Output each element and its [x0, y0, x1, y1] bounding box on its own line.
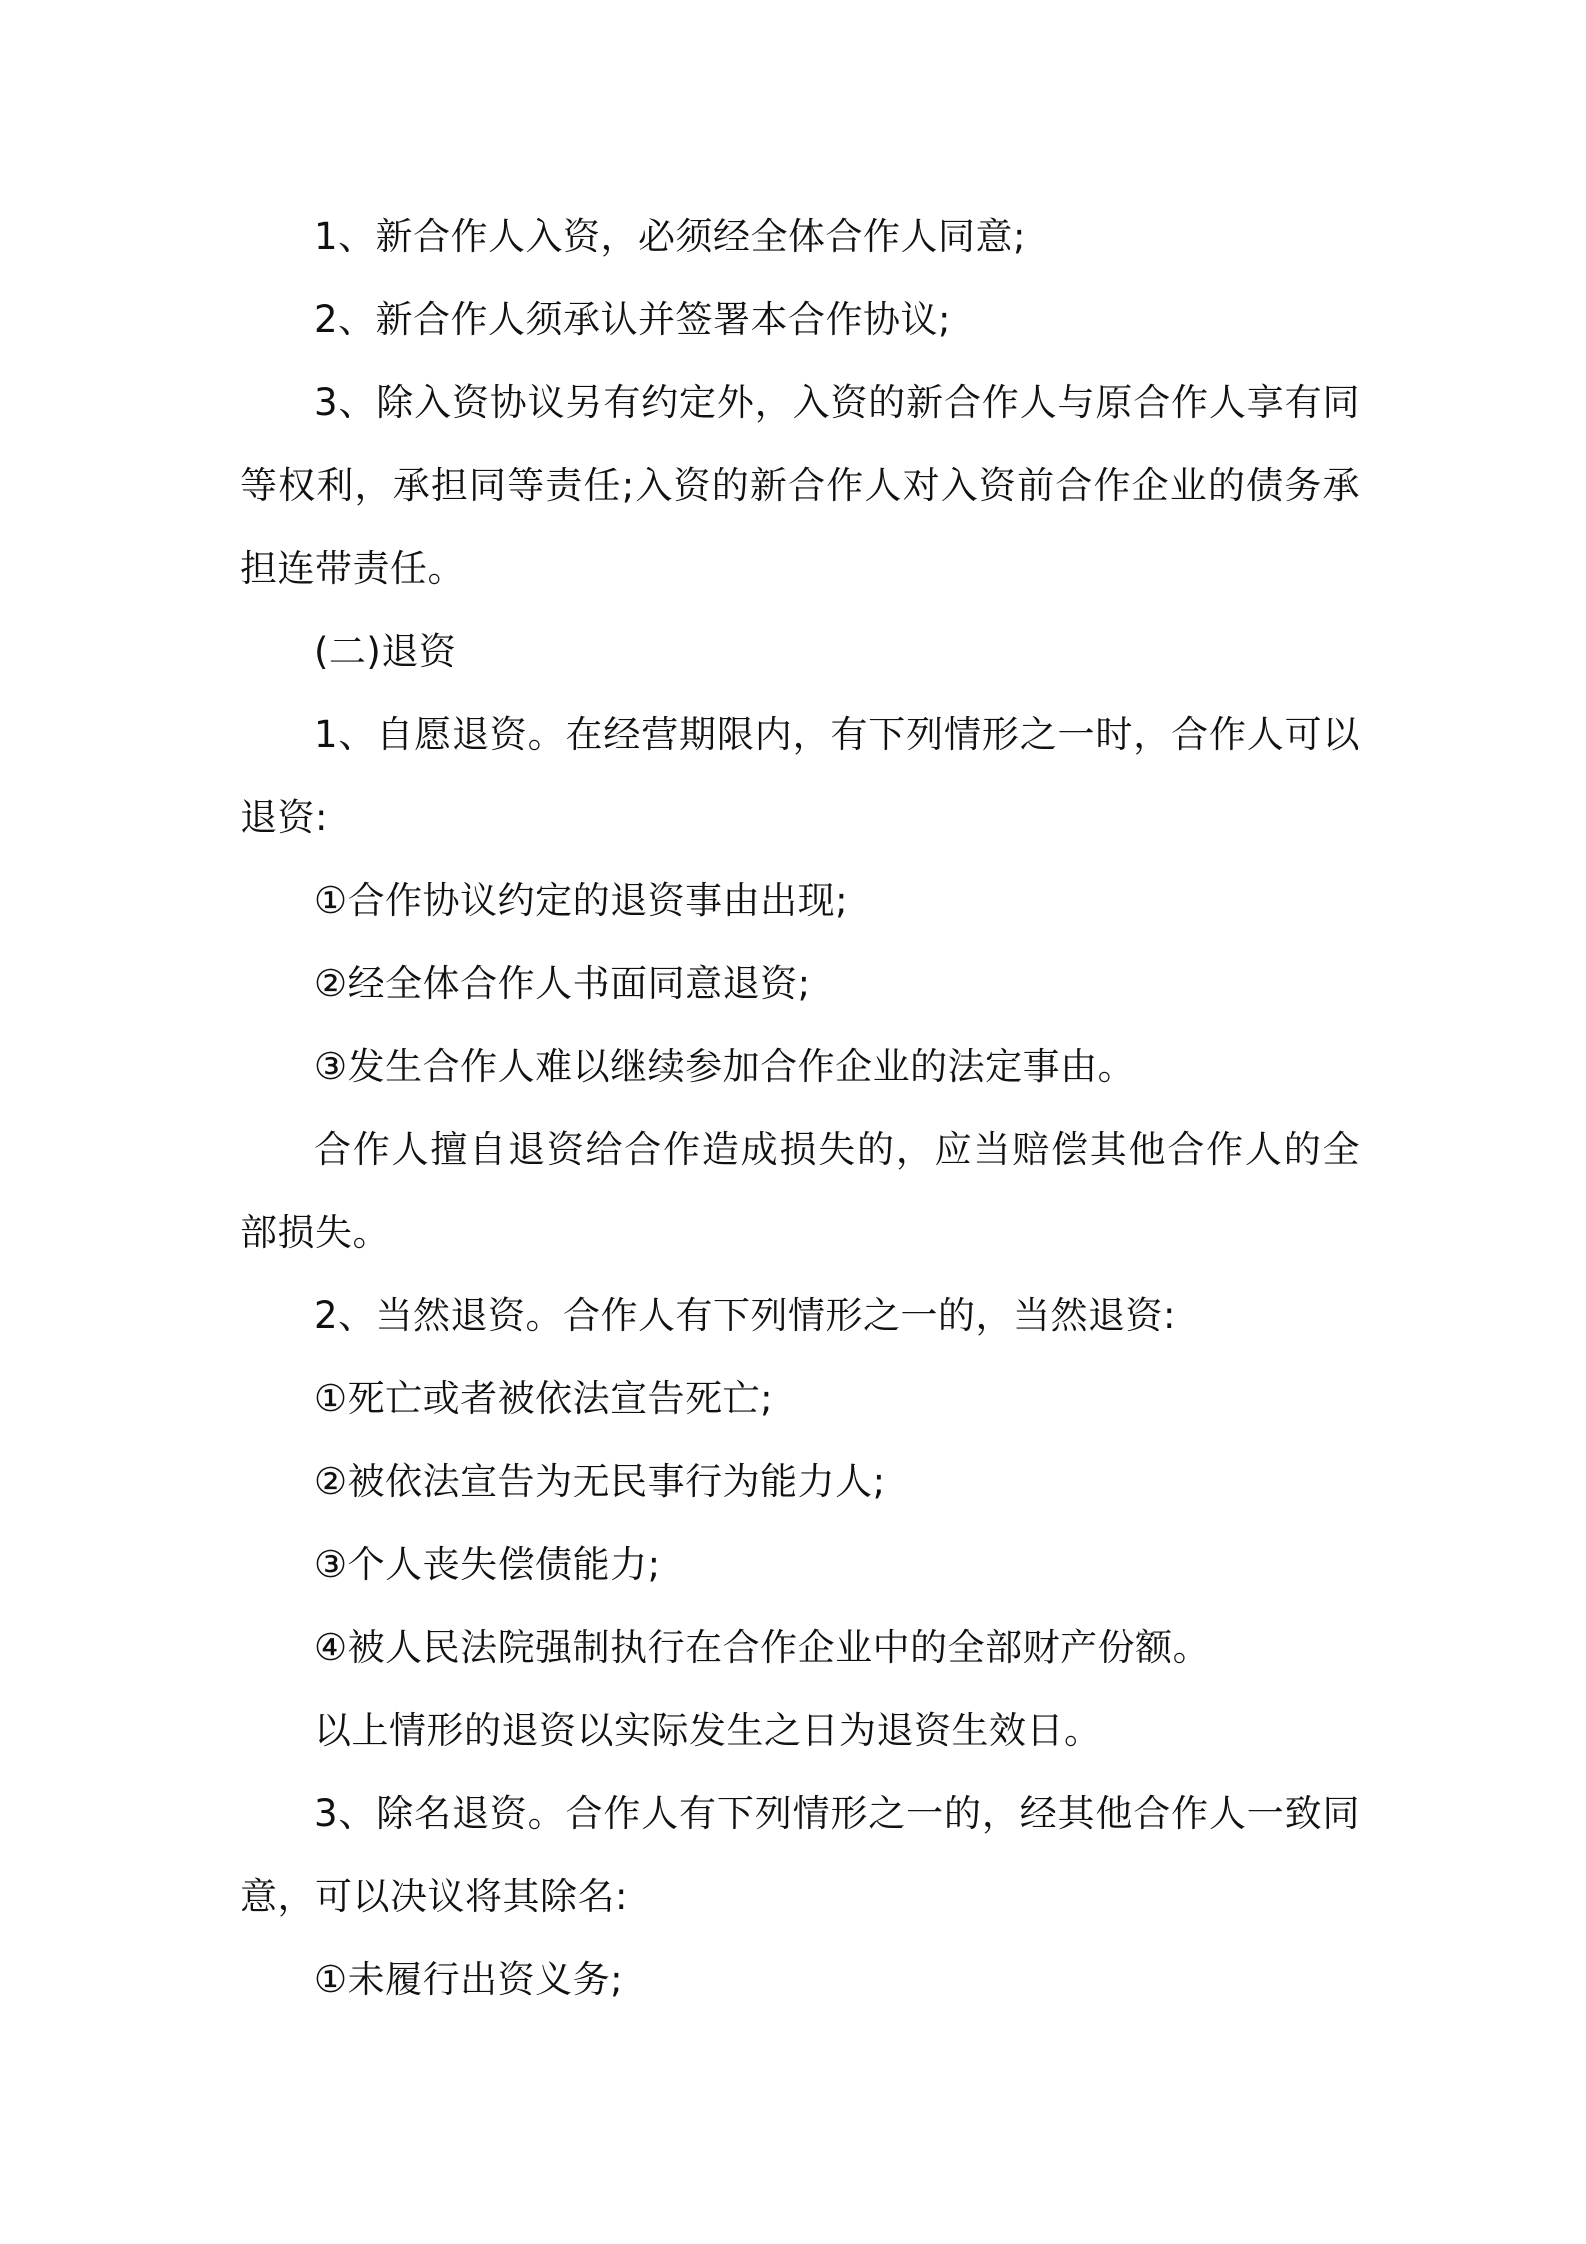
paragraph-unauthorized-withdrawal: 合作人擅自退资给合作造成损失的，应当赔偿其他合作人的全部损失。 [240, 1128, 1360, 1254]
paragraph-new-partner-sign: 2、新合作人须承认并签署本合作协议; [314, 298, 952, 341]
list-item-voluntary-3: ③发生合作人难以继续参加合作企业的法定事由。 [314, 1045, 1136, 1088]
document-page [240, 195, 1360, 2021]
paragraph-automatic-withdrawal: 2、当然退资。合作人有下列情形之一的，当然退资: [314, 1294, 1177, 1337]
paragraph-expulsion: 3、除名退资。合作人有下列情形之一的，经其他合作人一致同意，可以决议将其除名: [240, 1792, 1360, 1918]
paragraph-voluntary-withdrawal: 1、自愿退资。在经营期限内，有下列情形之一时，合作人可以退资: [240, 713, 1360, 839]
paragraph-effective-date: 以上情形的退资以实际发生之日为退资生效日。 [314, 1709, 1102, 1752]
paragraph-new-partner-consent: 1、新合作人入资，必须经全体合作人同意; [314, 215, 1027, 258]
list-item-automatic-4: ④被人民法院强制执行在合作企业中的全部财产份额。 [314, 1626, 1211, 1669]
list-item-expulsion-1: ①未履行出资义务; [314, 1958, 624, 2001]
list-item-automatic-2: ②被依法宣告为无民事行为能力人; [314, 1460, 886, 1503]
list-item-voluntary-1: ①合作协议约定的退资事由出现; [314, 879, 849, 922]
list-item-automatic-3: ③个人丧失偿债能力; [314, 1543, 661, 1586]
list-item-voluntary-2: ②经全体合作人书面同意退资; [314, 962, 811, 1005]
section-heading-withdrawal: (二)退资 [314, 630, 457, 673]
paragraph-new-partner-rights: 3、除入资协议另有约定外，入资的新合作人与原合作人享有同等权利，承担同等责任;入资的新合作人对入资前合作企业的债务承担连带责任。 [240, 381, 1360, 590]
list-item-automatic-1: ①死亡或者被依法宣告死亡; [314, 1377, 774, 1420]
